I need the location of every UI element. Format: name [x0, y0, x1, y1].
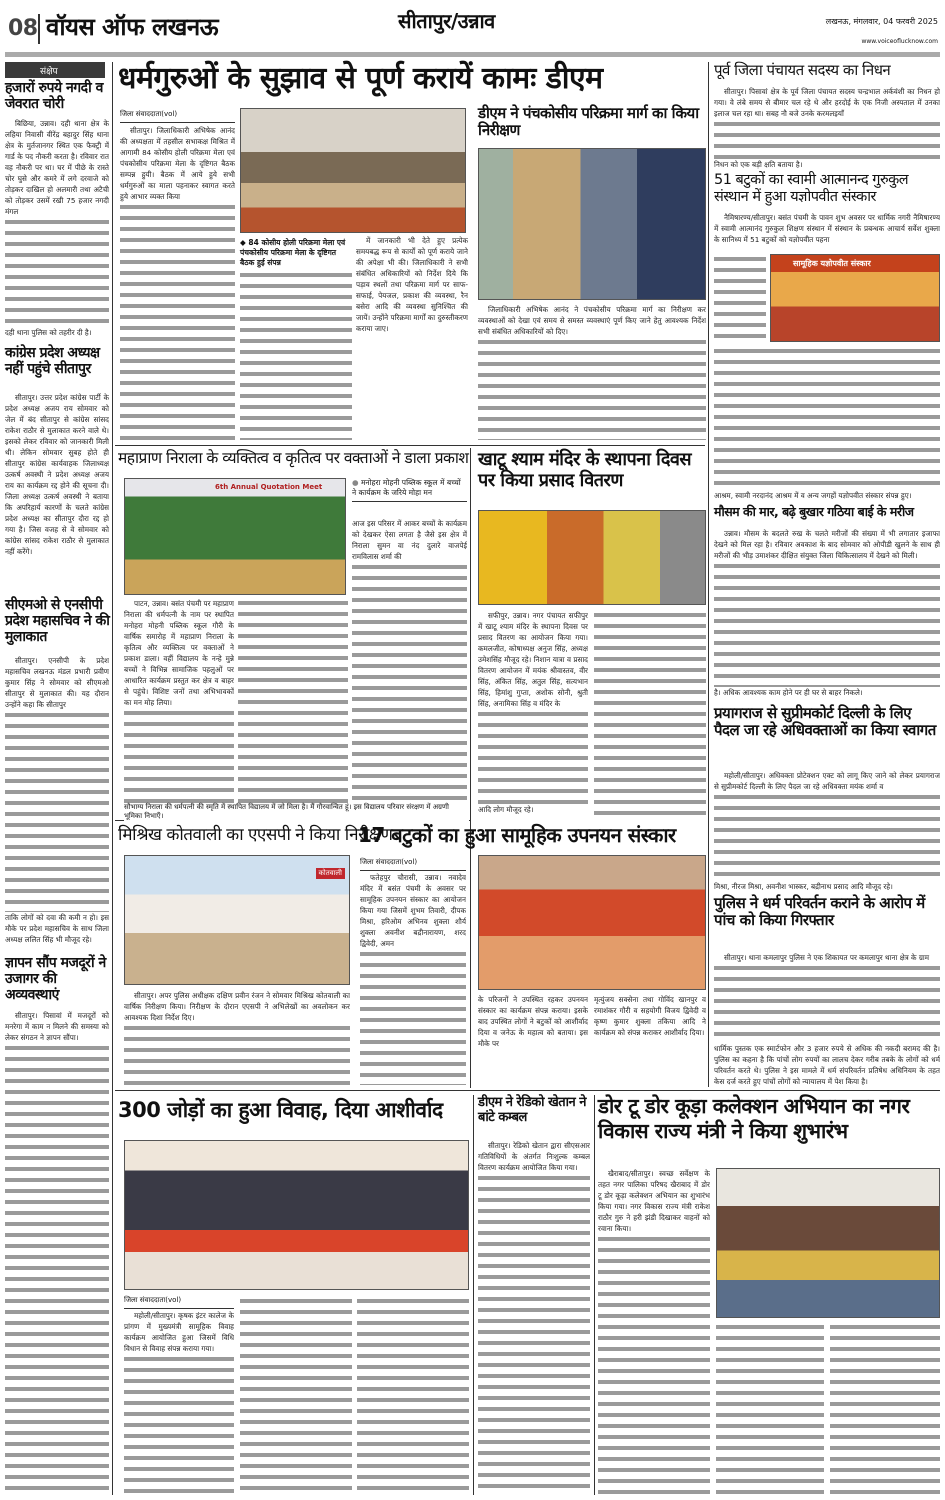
door-body-2: [716, 1322, 824, 1495]
mass-marriage-photo: [124, 1140, 469, 1290]
headline-door-to-door: डोर टू डोर कूड़ा कलेक्शन अभियान का नगर विकास राज्य मंत्री ने किया शुभारंभ: [598, 1094, 910, 1143]
headline-obituary: पूर्व जिला पंचायत सदस्य का निधन: [714, 61, 891, 79]
main-article-body-2: [240, 270, 352, 440]
column-rule: [112, 62, 113, 1495]
caption-text: 84 कोसीय होली परिक्रमा मेला एवं पंचकोसीय परिक्रमा मेला के दृष्टिगत बैठक हुई संपन्न: [240, 238, 346, 267]
article-text: बिछिया, उन्नाव। दही थाना क्षेत्र के लहिया निवासी वीरेंद्र बहादुर सिंह थाना क्षेत्र के मुर्तजानगर स्थित एक फैक्ट्री में गार्ड के पद नौकरी करता है। रविवार रात वह नौकरी पर था। घर में पीछे के रास्ते चोर घुसे और कमरे में लगे दरवाजे को तोड़कर दाखिल हो अलमारी तथा अटैची को तोड़कर उसमें रखी 75 हजार नगदी मंगल: [5, 119, 109, 216]
article-text: सीतापुर। उत्तर प्रदेश कांग्रेस पार्टी के प्रदेश अध्यक्ष अजय राय सोमवार को जेल में बंद सीतापुर से कांग्रेस सांसद राकेश राठौर से मुलाकात करने वाले थे। इसको लेकर रविवार को जानकारी मिली थी। लेकिन सोमवार सुबह होते ही सीतापुर कांग्रेस कार्यवाहक जिलाध्यक्ष उत्कर्ष अवस्थी ने प्रदेश अध्यक्ष अजय राय का कार्यक्रम रद्द होने की सूचना दी। जिला अध्यक्ष उत्कर्ष अवस्थी ने बताया कि अपरिहार्य कारणों के चलते कांग्रेस प्रदेश अध्यक्ष का सीतापुर दौरा रद्द हो गया है। जिस वजह से वे सोमवार को कांग्रेस सांसद राकेश राठौर से मुलाकात नहीं करेंगे।: [5, 393, 109, 556]
dm-inspection-photo: [478, 148, 706, 300]
main-article-body-3: [356, 235, 468, 440]
nirala-body-3: [352, 518, 467, 813]
marriage-body: [124, 1310, 234, 1495]
headline-cmo: सीएमओ से एनसीपी प्रदेश महासचिव ने की मुलाकात: [5, 597, 110, 646]
article-text: खैराबाद/सीतापुर। स्वच्छ सर्वेक्षण के तहत नगर पालिका परिषद खैराबाद में डोर टू डोर कूड़ा कलेक्शन अभियान का शुभारंभ किया गया। नगर विकास राज्य मंत्री राकेश राठौर गुरु ने हरी झंडी दिखाकर वाहनों को रवाना किया।: [598, 1169, 710, 1233]
nirala-body: [124, 598, 234, 813]
article-text: में जानकारी भी देते हुए प्रत्येक समयबद्ध रूप से कार्यों को पूर्ण कराये जाने की अपेक्षा भी की। जिलाधिकारी ने सभी संबंधित अधिकारियों को निर्देश दिये कि पड़ाव स्थलों तथा परिक्रमा मार्ग पर साफ-सफाई, पेयजल, प्रकाश की व्यवस्था, रैन बसेरा आदि की व्यवस्था सुनिश्चित की जायें। उन्होंने परिक्रमा मार्गों का दुरुस्तीकरण कराया जाए।: [356, 236, 468, 333]
main-headline: धर्मगुरुओं के सुझाव से पूर्ण करायें कामः डीएम: [118, 61, 603, 96]
dateline: लखनऊ, मंगलवार, 04 फरवरी 2025: [825, 17, 938, 26]
article-text: पाटन, उन्नाव। बसंत पंचमी पर महाप्राण निराला की धर्मपत्नी के नाम पर स्थापित मनोहरा मोहनी पब्लिक स्कूल गौरी के वार्षिक समारोह में महाप्राण निराला के कृतित्व और व्यक्तित्व पर वक्ताओं ने प्रकाश डाला। वहीं विद्यालय के नन्हे मुन्ने बच्चों ने विभिन्न सामाजिक पहलुओं पर आधारित कार्यक्रम प्रस्तुत कर क्षेत्र व बाहर से पहुंचे। विशिष्ट जनों तथा अभिभावकों का मन मोह लिया।: [124, 599, 234, 707]
door-body: [598, 1168, 710, 1495]
article-text: मृत्युंजय सक्सेना तथा गोविंद खानपुर व रमाशंकर गौरी व सहयोगी विजय द्विवेदी व कृष्ण कुमार शुक्ला तकिया आदि ने कार्यक्रम को संपन्न कराकर आशीर्वाद दिया।: [594, 995, 706, 1037]
section-rule: [115, 1090, 940, 1091]
headline-radico-blankets: डीएम ने रेडिको खेतान ने बांटे कम्बल: [478, 1095, 586, 1125]
masthead-divider: [38, 14, 40, 44]
headline-advocates: प्रयागराज से सुप्रीमकोर्ट दिल्ली के लिए पैदल जा रहे अधिवक्ताओं का किया स्वागत: [714, 704, 936, 740]
article-text: महोली/सीतापुर। अधिवक्ता प्रोटेक्शन एक्ट को लागू किए जाने को लेकर प्रयागराज से सुप्रीमकोर्ट दिल्ली के लिए पैदल जा रहे अधिवक्ता मयंक शर्मा व: [714, 771, 940, 791]
caption-bullet-icon: ◆: [240, 238, 249, 247]
dm-inspection-body: [478, 304, 706, 440]
khatu-body: [478, 610, 588, 815]
event-banner-text: 6th Annual Quotation Meet: [215, 483, 323, 491]
column-rule: [470, 448, 471, 1088]
batuk-body-3: [594, 994, 706, 1086]
article-text: दही थाना पुलिस को तहरीर दी है।: [5, 328, 92, 337]
obituary-body: [714, 86, 940, 170]
article-text: फतेहपुर चौरासी, उन्नाव। नवादेव मंदिर में बसंत पंचमी के अवसर पर सामूहिक उपनयन संस्कार का आयोजन किया गया जिसमें शुभम तिवारी, दीपक मिश्रा, हरिओम अभिनव शुक्ला शौर्य शुक्ला अवनीश बद्रीनारायण, शरद द्विवेदी, अमन: [360, 873, 466, 948]
upanayan-photo: [478, 855, 706, 990]
article-text: सीतापुर। थाना कमलापुर पुलिस ने एक शिकायत पर कमलापुर थाना क्षेत्र के ग्राम: [724, 953, 930, 962]
article-text: निधन को एक बड़ी क्षति बताया है।: [714, 160, 803, 169]
headline-weather: मौसम की मार, बढ़े बुखार गठिया बाई के मरीज: [714, 504, 914, 519]
door-body-3: [830, 1322, 940, 1495]
yagyopavit-banner: सामूहिक यज्ञोपवीत संस्कार: [793, 259, 871, 268]
school-event-photo: [124, 478, 346, 595]
article-text: धार्मिक पुस्तक एक स्मार्टफोन और 3 हजार रुपये से अधिक की नकदी बरामद की है। पुलिस का कहना है कि पांचों लोग रुपयों का लालच देकर गरीब तबके के लोगों को धर्म परिवर्तन करते थे। पुलिस ने इस मामले में धर्म संपरिवर्तन प्रतिषेध अधिनियम के तहत केस दर्ज करते हुए पांचों लोगों को न्यायालय में पेश किया है।: [714, 1044, 940, 1086]
article-text: सीतापुर। पिसावां में मजदूरों को मनरेगा में काम न मिलने की समस्या को लेकर संगठन ने ज्ञापन सौंपा।: [5, 1011, 109, 1042]
column-rule: [594, 1095, 595, 1495]
section-rule: [115, 445, 705, 446]
page-number: 08: [8, 16, 38, 41]
article-text: सीतापुर। एनसीपी के प्रदेश महासचिव लखनऊ मंडल प्रभारी प्रवीण कुमार सिंह ने सोमवार को सीएमओ सीतापुर से मुलाकात की। यह दौरान उन्होंने कहा कि सीतापुर: [5, 656, 109, 709]
headline-nirala: महाप्राण निराला के व्यक्तित्व व कृतित्व पर वक्ताओं ने डाला प्रकाश: [118, 449, 469, 467]
byline: जिला संवाददाता(vol): [360, 858, 466, 871]
headline-khatu-shyam: खाटू श्याम मंदिर के स्थापना दिवस पर किया प्रसाद वितरण: [478, 449, 692, 491]
masthead-rule: [5, 52, 940, 57]
nirala-bullet: [352, 478, 467, 502]
article-text: ताकि लोगों को दवा की कमी न हो। इस मौके पर प्रदेश महासचिव के साथ जिला अध्यक्ष ललित सिंह भी मौजूद रहे।: [5, 913, 109, 944]
khatu-procession-photo: [478, 510, 706, 605]
batuk-body-2: [478, 994, 588, 1086]
yagyopavit-photo: [770, 254, 940, 342]
gurukul-body-3: [714, 346, 940, 501]
nirala-body-2: [238, 598, 348, 813]
byline: जिला संवाददाता(vol): [124, 1296, 234, 1309]
masthead: [8, 8, 938, 52]
main-article-body: [120, 125, 235, 440]
website: www.voiceoflucknow.com: [861, 38, 938, 45]
article-text: जिलाधिकारी अभिषेक आनंद ने पंचकोसीय परिक्रमा मार्ग का निरीक्षण कर व्यवस्थाओं को देखा एवं समय से समस्त व्यवस्थाएं पूर्ण किए जाने हेतु आवश्यक निर्देश सभी संबंधित अधिकारियों को दिए।: [478, 305, 706, 336]
article-text: सीतापुर। रेडिको खेतान द्वारा सीएसआर गतिविधियों के अंतर्गत निःशुल्क कम्बल वितरण कार्यक्रम आयोजित किया गया।: [478, 1141, 590, 1172]
headline-theft: हजारों रुपये नगदी व जेवरात चोरी: [5, 80, 103, 113]
article-text: उन्नाव। मौसम के बदलते रुख के चलते मरीजों की संख्या में भी लगातार इजाफा देखने को मिल रहा है। रविवार अवकाश के बाद सोमवार को ओपीडी खुलने के साथ ही मरीजों की भीड़ उमाशंकर दीक्षित संयुक्त जिला चिकित्सालय में देखने को मिली।: [714, 529, 940, 560]
headline-misrikh: मिश्रिख कोतवाली का एएसपी ने किया निरीक्षण: [118, 825, 393, 845]
article-text: आदि लोग मौजूद रहे।: [478, 805, 534, 814]
headline-17-batuk: 17 बटुकों का हुआ सामूहिक उपनयन संस्कार: [358, 823, 676, 847]
headline-labourers: ज्ञापन सौंप मजदूरों ने उजागर की अव्यवस्थाएं: [5, 955, 106, 1004]
headline-congress: कांग्रेस प्रदेश अध्यक्ष नहीं पहुंचे सीतापुर: [5, 345, 100, 378]
misrikh-body: [124, 990, 350, 1086]
photo-caption: [240, 238, 352, 268]
byline: जिला संवाददाता(vol): [120, 110, 235, 123]
article-cmo-body: [5, 655, 109, 945]
khatu-body-2: [594, 610, 706, 815]
batuk-body: [360, 872, 466, 1085]
section-name: सीतापुर/उन्नाव: [398, 9, 495, 33]
nirala-end: सौभाग्य निराला की धर्मपत्नी की स्मृति में स्थापित विद्यालय में जो मिला है। मैं गौरवान्वित हूं। इस विद्यालय परिवार संरक्षण में अग्रणी भूमिका निभाएँ।: [124, 803, 469, 821]
weather-body: [714, 528, 940, 698]
police-station-photo: [124, 855, 350, 985]
article-text: सीतापुर। अपर पुलिस अधीक्षक दक्षिण प्रवीन रंजन ने सोमवार मिश्रिख कोतवाली का वार्षिक निरीक्षण किया। निरीक्षण के दौरान एएसपी ने अभिलेखों का अवलोकन कर आवश्यक दिशा निर्देश दिए।: [124, 991, 350, 1022]
article-labourers-body: [5, 1010, 109, 1495]
brief-label: संक्षेप: [5, 62, 105, 78]
article-text: महोली/सीतापुर। कृषक इंटर कालेज के प्रांगण में मुख्यमंत्री सामूहिक विवाह कार्यक्रम आयोजित हुआ जिसमें विधि विधान से विवाह संपन्न कराया गया।: [124, 1311, 234, 1353]
headline-dm-inspection: डीएम ने पंचकोसीय परिक्रमा मार्ग का किया निरीक्षण: [478, 104, 699, 140]
marriage-body-3: [357, 1296, 469, 1495]
article-text: आश्रम, स्वामी नरदानंद आश्रम में व अन्य जगहों यज्ञोपवीत संस्कार संपन्न हुए।: [714, 491, 912, 500]
advocates-body: [714, 770, 940, 892]
station-sign: कोतवाली: [316, 868, 345, 879]
article-congress-body: [5, 392, 109, 592]
article-text: सीतापुर। जिलाधिकारी अभिषेक आनंद की अध्यक्षता में तहसील सभाकक्ष मिश्रित में आगामी 84 कोसीय होली परिक्रमा मेला एवं पंचकोसीय परिक्रमा मेला के दृष्टिगत बैठक सम्पन्न हुयी। बैठक में आये हुये सभी धर्मगुरुओं का माला पहनाकर स्वागत करते हुये आभार व्यक्त किया: [120, 126, 235, 201]
column-rule: [473, 1095, 474, 1495]
article-text: है। अधिक आवश्यक काम होने पर ही घर से बाहर निकले।: [714, 688, 863, 697]
garbage-campaign-photo: [716, 1168, 940, 1318]
gurukul-body: [714, 212, 940, 252]
article-text: सफीपुर, उन्नाव। नगर पंचायत सफीपुर में खाटू श्याम मंदिर के स्थापना दिवस पर प्रसाद वितरण का आयोजन किया गया। कमलजीत, कोषाध्यक्ष अनुज सिंह, अध्यक्ष उमेशसिंह मौजूद रहे। निशान यात्रा व प्रसाद वितरण आयोजन में मयंक श्रीवास्तव, वीर सिंह, अंकित सिंह, अतुल सिंह, सत्यभान सिंह, हिमांशु गुप्ता, अशोक सोनी, श्रुती सिंह, अनामिका सिंह व मंदिर के: [478, 611, 588, 708]
conversion-body: [714, 952, 940, 1087]
radico-body: [478, 1140, 590, 1495]
article-text: सीतापुर। पिसावां क्षेत्र के पूर्व जिला पंचायत सदस्य चन्द्रभाल अर्कवंशी का निधन हो गया। वे लंबे समय से बीमार चल रहे थे और हरदोई के एक निजी अस्पताल में उनका इलाज चल रहा था। सबह नौ बजे उनके करमलइयाँ: [714, 87, 940, 118]
meeting-photo: [240, 108, 466, 233]
article-text: नैमिषारण्य/सीतापुर। बसंत पंचमी के पावन शुभ अवसर पर धार्मिक नगरी नैमिषारण्य में स्वामी आत्मानंद गुरुकुल शिक्षण संस्थान में संस्थान के प्रबन्धक आचार्य सर्वेश शुक्ला के सानिध्य में 51 बटुकों को यज्ञोपवीत पहना: [714, 213, 940, 244]
article-text: मिश्रा, नीरज मिश्रा, अवनीश भास्कर, बद्रीनाथ प्रसाद आदि मौजूद रहे।: [714, 882, 893, 891]
bullet-icon: ●: [352, 478, 361, 487]
bullet-text: मनोहरा मोहनी पब्लिक स्कूल में बच्चों ने कार्यक्रम के जरिये मोहा मन: [352, 478, 461, 497]
headline-mass-marriage: 300 जोड़ों का हुआ विवाह, दिया आशीर्वाद: [118, 1098, 443, 1122]
article-text: के परिजनों ने उपस्थित रहकर उपनयन संस्कार का कार्यक्रम संपन्न कराया। इसके बाद उपस्थित लोगों ने बटुकों को आशीर्वाद दिया व जनेऊ के महात्व को बताया। इस मौके पर: [478, 995, 588, 1048]
article-theft-body: [5, 118, 109, 338]
headline-51-batuk: 51 बटुकों का स्वामी आत्मानन्द गुरुकुल संस्थान में हुआ यज्ञोपवीत संस्कार: [714, 172, 909, 205]
newspaper-name: वॉयस ऑफ लखनऊ: [46, 13, 219, 41]
marriage-body-2: [240, 1296, 352, 1495]
column-rule: [708, 62, 709, 1087]
article-text: आज इस परिसर में आकर बच्चों के कार्यक्रम को देखकर ऐसा लगता है जैसे इस क्षेत्र में निराला सुमन वा नंद दुलारे वाजपेई रामविलास शर्मा की: [352, 519, 467, 561]
headline-conversion-arrest: पुलिस ने धर्म परिवर्तन कराने के आरोप में पांच को किया गिरफ्तार: [714, 894, 925, 930]
gurukul-body-2: [714, 254, 766, 344]
